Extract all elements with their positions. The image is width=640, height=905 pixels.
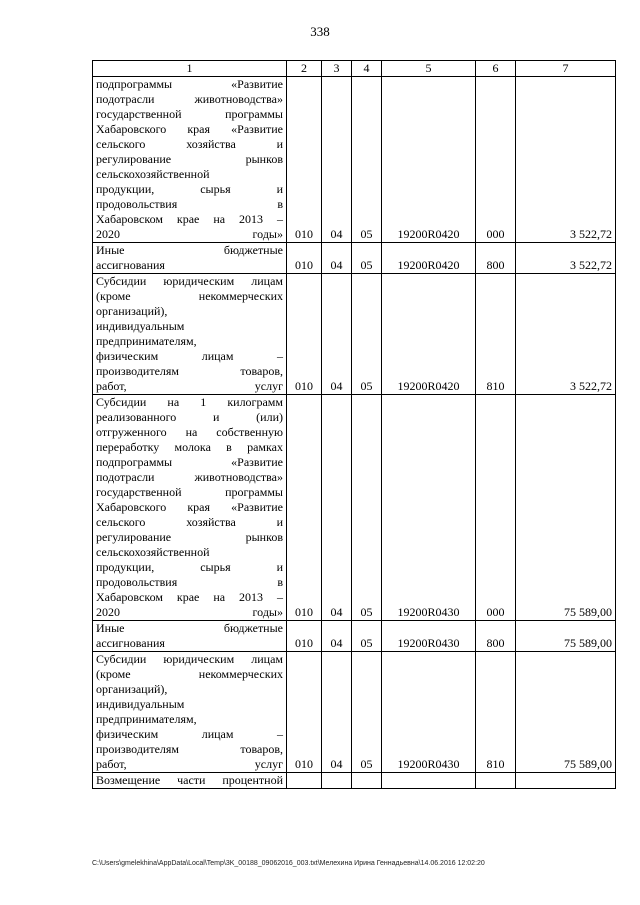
file-path-footer: C:\Users\gmelekhina\AppData\Local\Temp\3K_00188_09062016_003.txt\Мелехина Ирина Геннадьевна\14.06.2016 12:02:20 [92,860,485,867]
cell-ministry-code: 010 [287,243,322,274]
cell-section: 04 [322,274,352,395]
budget-table [92,60,616,789]
column-header-5: 5 [382,61,476,77]
cell-expense-type: 800 [476,621,516,652]
cell-target-article: 19200R0430 [382,621,476,652]
description-line: ассигнования [96,258,165,272]
page-number: 338 [310,24,330,39]
table-row [93,773,616,789]
description-line: сельского хозяйства и [96,515,283,529]
table-row [93,395,616,621]
description-line: сельского хозяйства и [96,137,283,151]
cell-amount: 75 589,00 [516,395,616,621]
row-description [93,274,287,395]
cell-target-article: 19200R0420 [382,274,476,395]
cell-subsection [352,773,382,789]
table-row [93,652,616,773]
header-row [93,61,616,77]
cell-ministry-code [287,773,322,789]
description-line: Хабаровского края «Развитие [96,122,283,136]
description-line: индивидуальным [96,697,185,711]
description-line: организаций), [96,682,168,696]
cell-section: 04 [322,395,352,621]
description-line: продукции, сырья и [96,182,283,196]
description-line: Субсидии юридическим лицам [96,274,283,288]
description-line: подотрасли животноводства» [96,470,283,484]
cell-target-article: 19200R0420 [382,77,476,243]
description-line: (кроме некоммерческих [96,289,283,303]
cell-subsection: 05 [352,274,382,395]
cell-expense-type: 810 [476,652,516,773]
cell-amount: 75 589,00 [516,621,616,652]
column-header-6: 6 [476,61,516,77]
cell-amount: 3 522,72 [516,243,616,274]
row-description [93,652,287,773]
description-line: предпринимателям, [96,334,197,348]
table-row [93,243,616,274]
description-line: производителям товаров, [96,364,283,378]
cell-section [322,773,352,789]
cell-ministry-code: 010 [287,621,322,652]
description-line: реализованного и (или) [96,410,283,424]
cell-expense-type: 810 [476,274,516,395]
description-line: подотрасли животноводства» [96,92,283,106]
description-line: 2020 годы» [96,605,283,619]
cell-expense-type: 000 [476,395,516,621]
description-line: предпринимателям, [96,712,197,726]
description-line: регулирование рынков [96,530,283,544]
cell-subsection: 05 [352,243,382,274]
description-line: работ, услуг [96,757,283,771]
description-line: Субсидии на 1 килограмм [96,395,283,409]
description-line: сельскохозяйственной [96,545,210,559]
cell-ministry-code: 010 [287,77,322,243]
description-line: государственной программы [96,107,283,121]
description-line: подпрограммы «Развитие [96,455,283,469]
description-line: работ, услуг [96,379,283,393]
cell-ministry-code: 010 [287,395,322,621]
cell-subsection: 05 [352,621,382,652]
description-line: Хабаровского края «Развитие [96,500,283,514]
cell-ministry-code: 010 [287,274,322,395]
cell-section: 04 [322,243,352,274]
cell-amount [516,773,616,789]
description-line: 2020 годы» [96,227,283,241]
description-line: продовольствия в [96,575,283,589]
row-description [93,395,287,621]
description-line: продукции, сырья и [96,560,283,574]
description-line: регулирование рынков [96,152,283,166]
cell-ministry-code: 010 [287,652,322,773]
description-line: Иные бюджетные [96,621,283,635]
cell-target-article: 19200R0430 [382,395,476,621]
description-line: ассигнования [96,636,165,650]
cell-subsection: 05 [352,395,382,621]
description-line: физическим лицам – [96,727,283,741]
row-description [93,77,287,243]
description-line: Иные бюджетные [96,243,283,257]
cell-section: 04 [322,621,352,652]
description-line: отгруженного на собственную [96,425,283,439]
cell-target-article: 19200R0430 [382,652,476,773]
column-header-4: 4 [352,61,382,77]
cell-target-article [382,773,476,789]
cell-expense-type [476,773,516,789]
description-line: производителям товаров, [96,742,283,756]
description-line: подпрограммы «Развитие [96,77,283,91]
cell-section: 04 [322,652,352,773]
column-header-3: 3 [322,61,352,77]
description-line: Возмещение части процентной [96,773,283,787]
description-line: Субсидии юридическим лицам [96,652,283,666]
cell-subsection: 05 [352,77,382,243]
table-row [93,274,616,395]
table-row [93,77,616,243]
cell-amount: 3 522,72 [516,77,616,243]
cell-target-article: 19200R0420 [382,243,476,274]
description-line: продовольствия в [96,197,283,211]
description-line: организаций), [96,304,168,318]
description-line: физическим лицам – [96,349,283,363]
cell-amount: 3 522,72 [516,274,616,395]
cell-subsection: 05 [352,652,382,773]
description-line: сельскохозяйственной [96,167,210,181]
description-line: индивидуальным [96,319,185,333]
row-description [93,773,287,789]
description-line: переработку молока в рамках [96,440,283,454]
cell-expense-type: 800 [476,243,516,274]
description-line: Хабаровском крае на 2013 – [96,590,283,604]
column-header-1: 1 [93,61,287,77]
row-description [93,621,287,652]
column-header-7: 7 [516,61,616,77]
description-line: (кроме некоммерческих [96,667,283,681]
cell-expense-type: 000 [476,77,516,243]
description-line: государственной программы [96,485,283,499]
table-row [93,621,616,652]
row-description [93,243,287,274]
column-header-2: 2 [287,61,322,77]
cell-amount: 75 589,00 [516,652,616,773]
description-line: Хабаровском крае на 2013 – [96,212,283,226]
cell-section: 04 [322,77,352,243]
